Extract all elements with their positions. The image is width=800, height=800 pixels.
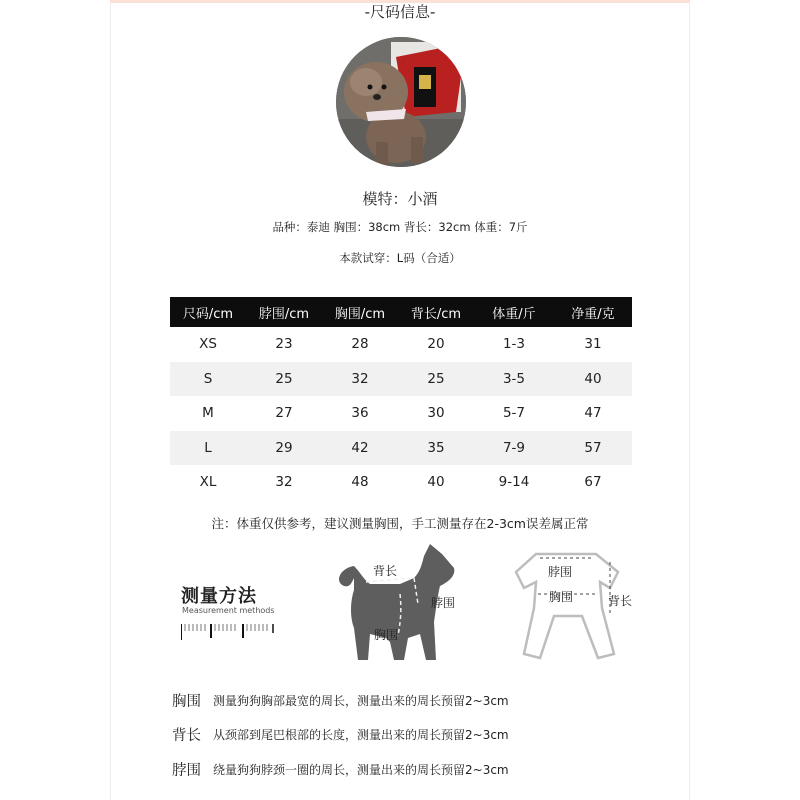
dog-neck-label: 脖围	[431, 596, 456, 610]
definition-row	[172, 683, 509, 718]
definition-text: 绕量狗狗脖颈一圈的周长，测量出来的周长预留2~3cm	[213, 762, 509, 777]
dog-chest-label: 胸围	[374, 628, 399, 642]
column-header: 脖围/cm	[246, 297, 322, 327]
measure-subtitle: Measurement methods	[182, 606, 275, 615]
table-cell: 36	[351, 405, 369, 422]
definition-text: 从颈部到尾巴根部的长度，测量出来的周长预留2~3cm	[213, 728, 509, 743]
definition-row	[172, 752, 509, 787]
table-row	[170, 362, 632, 397]
definition-term: 脖围	[172, 762, 201, 779]
definition-row	[172, 718, 509, 753]
dog-back-length-label: 背长	[373, 564, 398, 578]
definition-text: 测量狗狗胸部最宽的周长，测量出来的周长预留2~3cm	[213, 693, 509, 708]
column-header: 净重/克	[554, 297, 632, 327]
table-cell: 48	[351, 474, 369, 491]
table-cell: M	[202, 405, 214, 422]
column-header: 背长/cm	[398, 297, 474, 327]
table-cell: 9-14	[498, 474, 530, 491]
table-cell: 40	[554, 362, 632, 397]
model-photo	[336, 37, 466, 167]
column-header: 尺码/cm	[170, 297, 246, 327]
poodle-photo-illustration	[336, 37, 466, 167]
table-cell: 57	[554, 431, 632, 466]
model-name: 模特：小酒	[362, 190, 438, 208]
table-row	[170, 396, 632, 431]
table-cell: 42	[322, 431, 398, 466]
table-row	[170, 431, 632, 466]
table-cell: 1-3	[502, 336, 526, 353]
table-cell: XL	[199, 474, 217, 491]
table-row	[170, 465, 632, 500]
table-cell: S	[170, 362, 246, 397]
definition-term: 胸围	[172, 693, 201, 710]
garment-chest-label: 胸围	[549, 590, 574, 604]
table-cell: 7-9	[474, 431, 554, 466]
table-cell: 67	[584, 474, 602, 491]
table-cell: 31	[584, 336, 602, 353]
table-cell: 32	[275, 474, 293, 491]
page-border-left	[110, 0, 111, 800]
table-cell: 25	[246, 362, 322, 397]
table-cell: XS	[199, 336, 217, 353]
table-cell: 32	[322, 362, 398, 397]
table-cell: 28	[351, 336, 369, 353]
page-border-right	[689, 0, 690, 800]
garment-back-label: 背长	[608, 594, 633, 608]
table-cell: 23	[275, 336, 293, 353]
sizing-note: 注：体重仅供参考，建议测量胸围，手工测量存在2-3cm误差属正常	[211, 516, 589, 531]
table-cell: 20	[427, 336, 445, 353]
model-trial-size: 本款试穿：L码（合适）	[339, 251, 461, 265]
table-cell: 47	[584, 405, 602, 422]
garment-neck-label: 脖围	[548, 565, 573, 579]
column-header: 体重/斤	[474, 297, 554, 327]
table-cell: 3-5	[474, 362, 554, 397]
definition-term: 背长	[172, 728, 201, 745]
table-cell: 30	[427, 405, 445, 422]
table-cell: 27	[275, 405, 293, 422]
table-cell: 29	[246, 431, 322, 466]
table-cell: 25	[398, 362, 474, 397]
table-cell: 40	[427, 474, 445, 491]
section-title: -尺码信息-	[364, 3, 436, 21]
table-cell: 35	[398, 431, 474, 466]
table-row	[170, 327, 632, 362]
measure-title: 测量方法	[181, 586, 257, 607]
table-header-row	[170, 297, 632, 327]
model-stats: 品种：泰迪 胸围：38cm 背长：32cm 体重：7斤	[272, 220, 528, 234]
table-cell: L	[170, 431, 246, 466]
column-header: 胸围/cm	[322, 297, 398, 327]
measurement-definitions	[172, 683, 509, 787]
table-cell: 5-7	[502, 405, 526, 422]
ruler-icon	[181, 621, 277, 641]
size-chart-table	[170, 297, 632, 500]
